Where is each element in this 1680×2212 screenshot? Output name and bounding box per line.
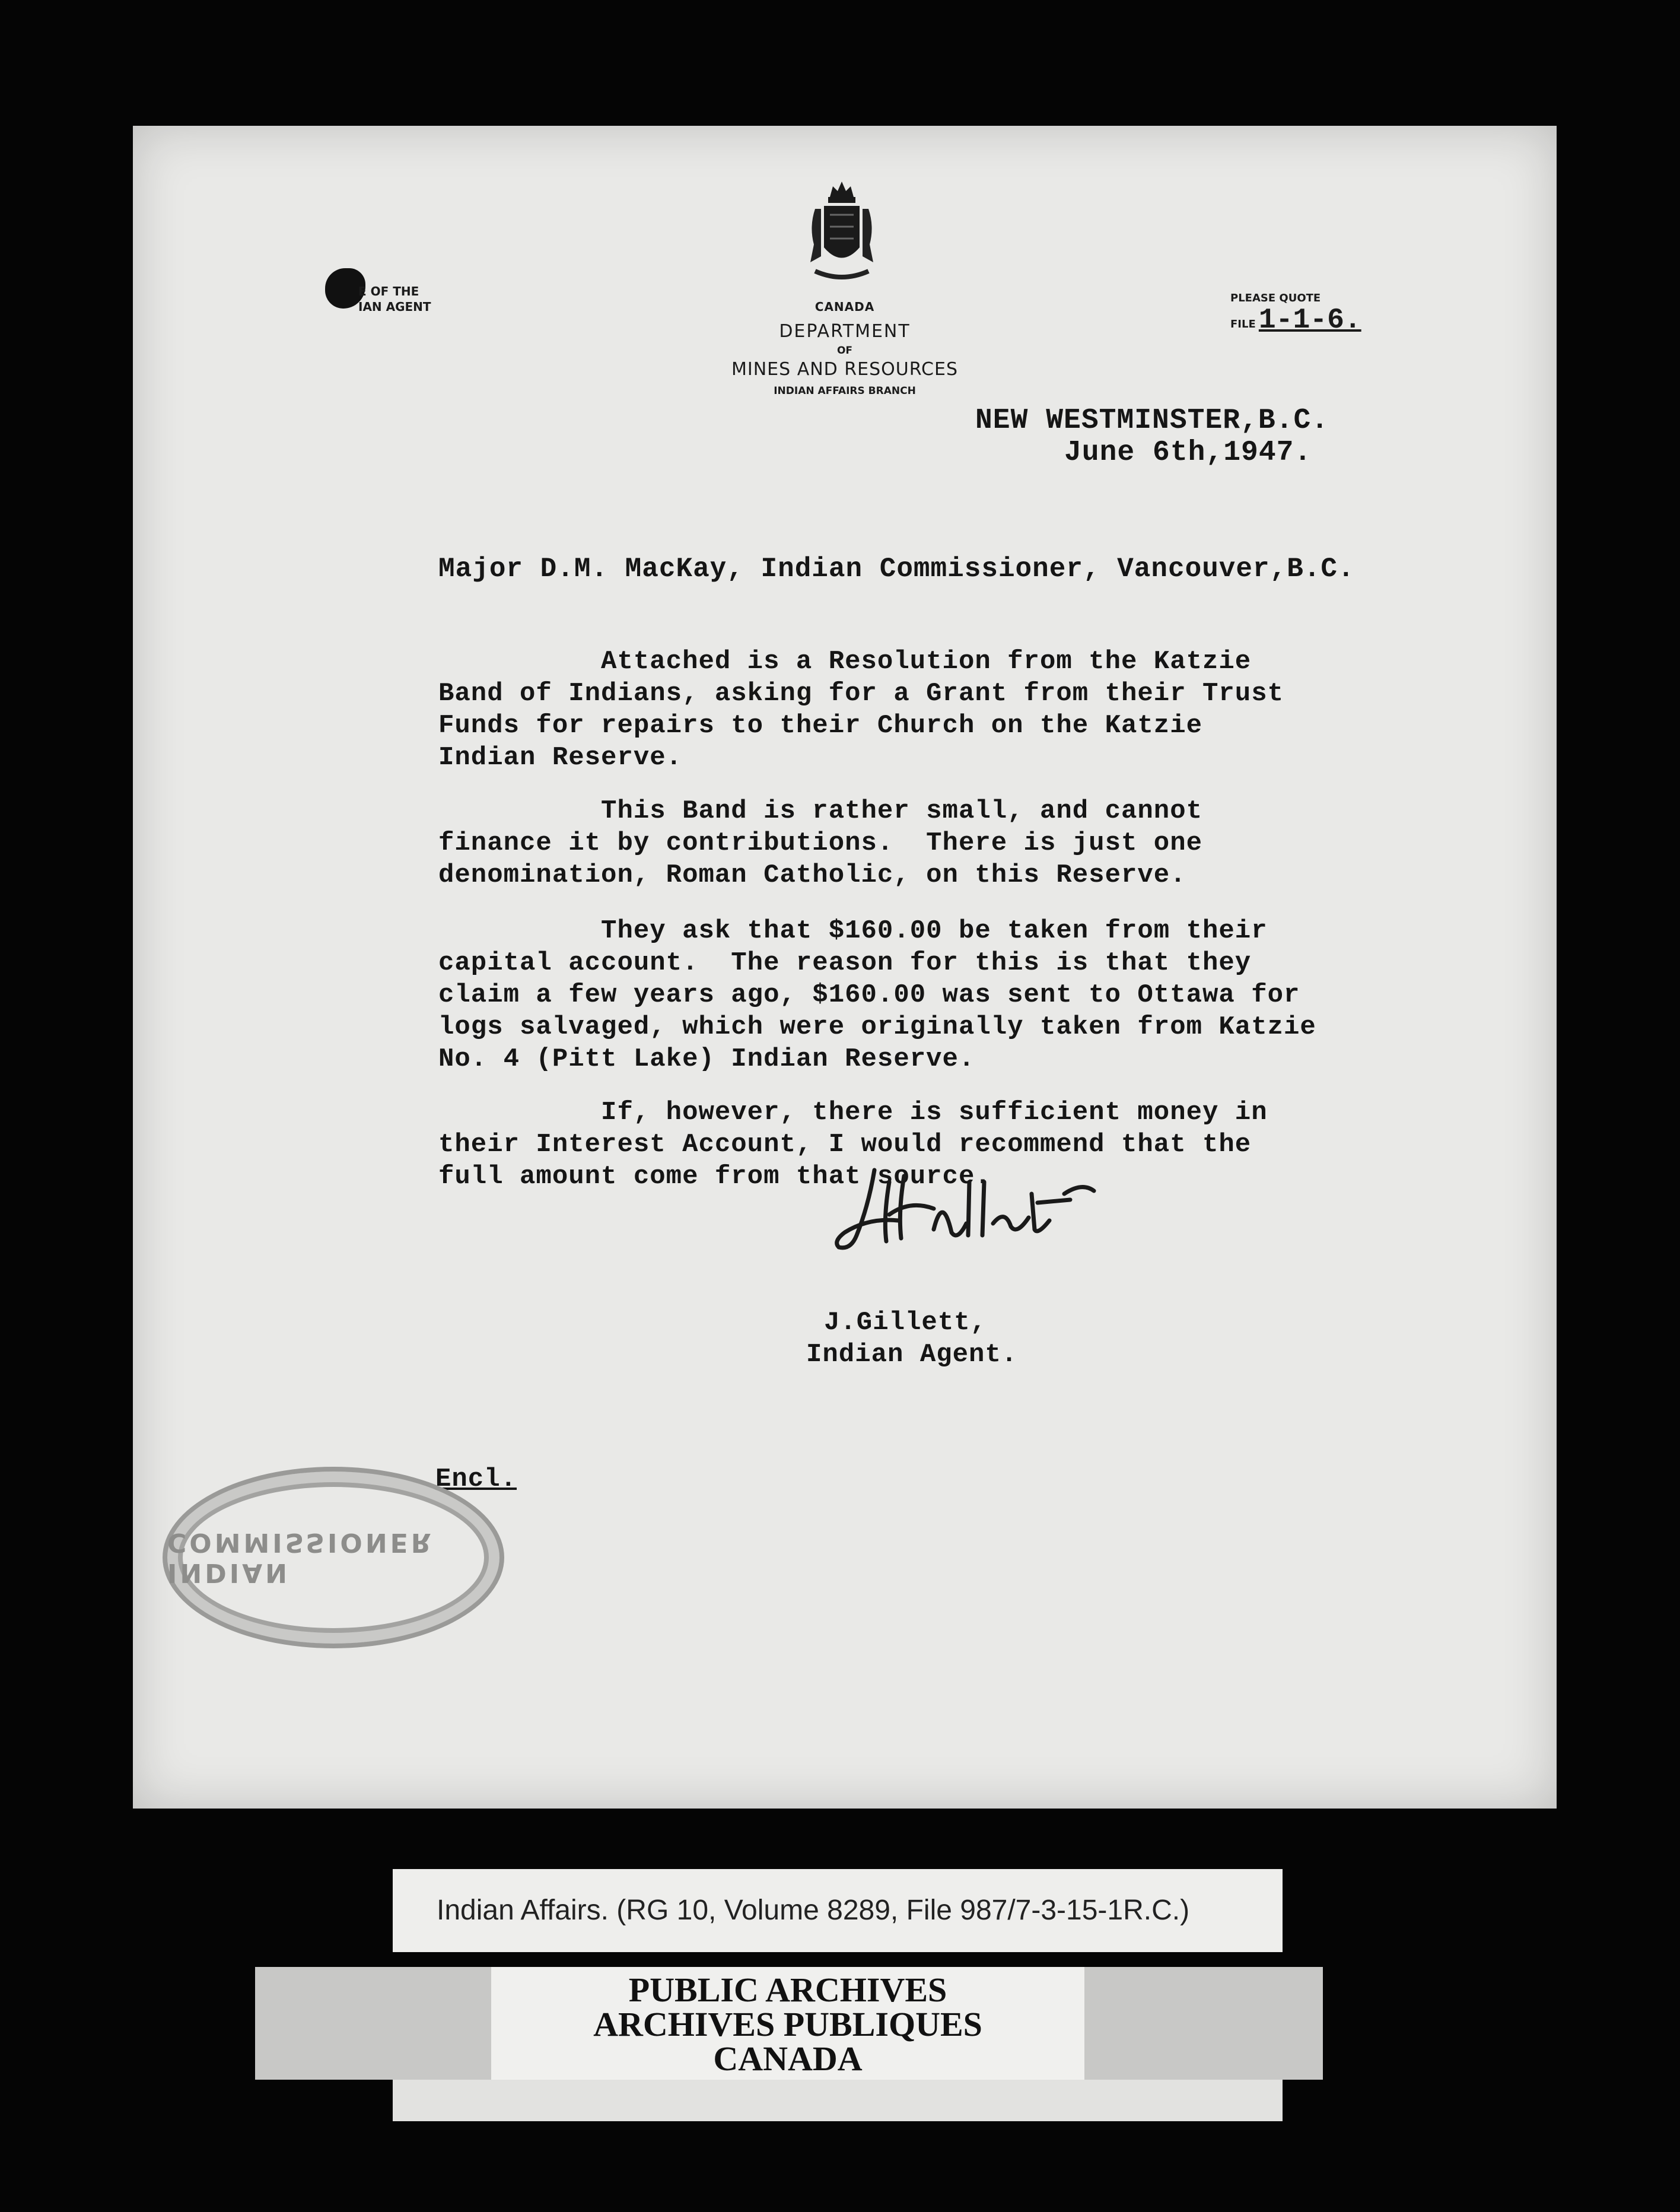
signer-name: J.Gillett,	[824, 1308, 987, 1337]
office-label	[358, 284, 431, 314]
letterhead-center	[679, 298, 1011, 400]
letterhead-department: DEPARTMENT	[779, 321, 911, 342]
letter-place: NEW WESTMINSTER,B.C.	[975, 405, 1329, 437]
paragraph-line: This Band is rather small, and cannot	[438, 796, 1203, 826]
archive-label-line2: ARCHIVES PUBLIQUES	[593, 2005, 982, 2043]
letterhead-country: CANADA	[814, 300, 875, 314]
archive-label	[491, 1967, 1084, 2080]
paragraph-line: Attached is a Resolution from the Katzie	[438, 647, 1252, 676]
letterhead-ministry: MINES AND RESOURCES	[731, 359, 959, 380]
bottom-strip	[393, 2080, 1283, 2121]
paragraph-line: logs salvaged, which were originally taken from Katzie	[438, 1012, 1316, 1042]
caption-text: Indian Affairs. (RG 10, Volume 8289, File 987/7-3-15-1R.C.)	[437, 1895, 1190, 1926]
coat-of-arms-icon	[797, 173, 886, 286]
paragraph-line: denomination, Roman Catholic, on this Reserve.	[438, 860, 1186, 890]
archive-label-strip	[255, 1967, 1323, 2080]
addressee: Major D.M. MacKay, Indian Commissioner, Vancouver,B.C.	[438, 554, 1355, 584]
stamp-text: INDIAN COMMISSIONER	[167, 1527, 434, 1588]
paragraph-line: their Interest Account, I would recommend that the	[438, 1130, 1252, 1159]
file-label: FILE	[1230, 318, 1256, 330]
paragraph-line: Band of Indians, asking for a Grant from their Trust	[438, 679, 1284, 708]
paragraph-line: Indian Reserve.	[438, 743, 683, 773]
enclosure-note: Encl.	[435, 1464, 517, 1494]
paragraph-line: finance it by contributions. There is just one	[438, 828, 1203, 858]
received-stamp	[163, 1467, 504, 1648]
signer-title: Indian Agent.	[806, 1340, 1018, 1369]
archive-caption	[393, 1869, 1283, 1952]
paragraph-line: Funds for repairs to their Church on the Katzie	[438, 711, 1203, 740]
office-label-line1: E OF THE	[358, 284, 419, 298]
archive-label-line3: CANADA	[713, 2039, 863, 2078]
file-reference	[1230, 291, 1361, 339]
letter-page	[133, 126, 1557, 1809]
handwritten-signature	[833, 1158, 1106, 1259]
letter-date: June 6th,1947.	[1064, 437, 1312, 469]
office-label-line2: IAN AGENT	[358, 300, 431, 314]
archive-label-line1: PUBLIC ARCHIVES	[628, 1971, 947, 2009]
please-quote-label: PLEASE QUOTE	[1230, 292, 1321, 304]
paragraph-line: No. 4 (Pitt Lake) Indian Reserve.	[438, 1044, 975, 1074]
paragraph-line: claim a few years ago, $160.00 was sent to Ottawa for	[438, 980, 1300, 1010]
letterhead-branch: INDIAN AFFAIRS BRANCH	[774, 385, 916, 397]
paragraph-line: They ask that $160.00 be taken from their	[438, 916, 1268, 946]
paragraph-line: capital account. The reason for this is that they	[438, 948, 1252, 978]
paragraph-line: If, however, there is sufficient money in	[438, 1098, 1268, 1127]
file-number: 1-1-6.	[1258, 304, 1361, 336]
letterhead-of: OF	[836, 345, 853, 357]
paragraph-line: full amount come from that source.	[438, 1162, 991, 1191]
